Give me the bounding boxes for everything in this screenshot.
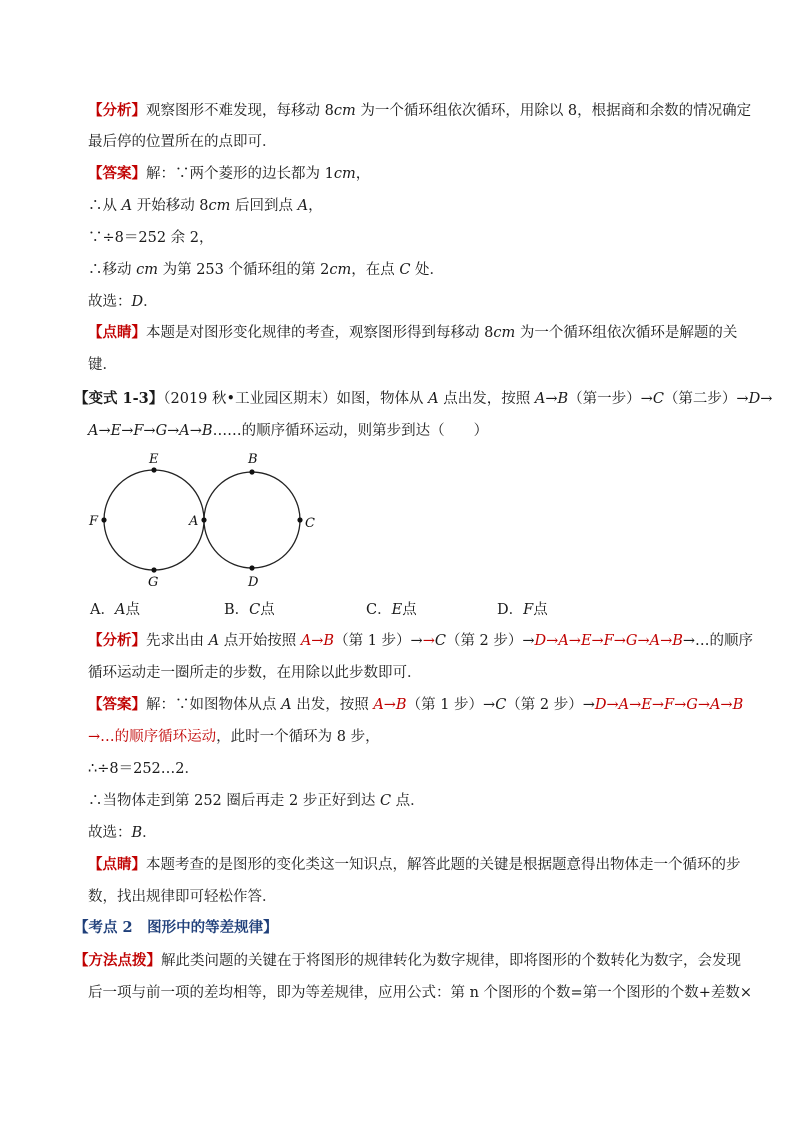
answer2-line3: ∴÷8＝252…2． — [88, 761, 200, 777]
point-d — [249, 565, 254, 570]
answer2-line5: 故选：B． — [88, 825, 157, 841]
answer-tag: 【答案】 — [88, 696, 146, 713]
answer2-line2: →…的顺序循环运动，此时一个循环为 8 步， — [88, 729, 380, 745]
label-d: D — [248, 575, 259, 590]
analysis-tag: 【分析】 — [88, 102, 146, 119]
section-heading: 【考点 2 图形中的等差规律】 — [74, 919, 278, 936]
two-circles-figure — [86, 446, 326, 592]
point-b — [249, 469, 254, 474]
choice-b[interactable]: B．C点 — [224, 602, 275, 618]
point-g — [151, 567, 156, 572]
answer1-line2: ∴从 A 开始移动 8cm 后回到点 A， — [88, 198, 323, 214]
analysis2-line1: 【分析】先求出由 A 点开始按照 A→B（第 1 步）→→C（第 2 步）→D→A→E→F→G→A→B→…的顺序 — [88, 632, 754, 649]
comment1-line2: 键． — [88, 357, 117, 373]
label-b: B — [248, 452, 258, 467]
variant-line2: A→E→F→G→A→B……的顺序循环运动，则第步到达（ ） — [88, 423, 489, 439]
answer1-line4: ∴移动 cm 为第 253 个循环组的第 2cm，在点 C 处． — [88, 262, 445, 278]
analysis-tag: 【分析】 — [88, 632, 146, 649]
label-e: E — [149, 452, 159, 467]
choice-c[interactable]: C．E点 — [366, 602, 417, 618]
analysis1-line2: 最后停的位置所在的点即可． — [88, 134, 277, 150]
answer1-line3: ∵÷8＝252 余 2， — [88, 230, 214, 246]
answer2-line1: 【答案】解：∵如图物体从点 A 出发，按照 A→B（第 1 步）→C（第 2 步）→D→A→E→F→G→A→B — [88, 696, 744, 713]
label-f: F — [89, 514, 99, 529]
comment-tag: 【点睛】 — [88, 324, 146, 341]
analysis1-line1: 【分析】观察图形不难发现，每移动 8cm 为一个循环组依次循环，用除以 8，根据商和余数的情况确定 — [88, 102, 752, 119]
label-g: G — [148, 575, 159, 590]
method-line2: 后一项与前一项的差均相等，即为等差规律，应用公式：第 n 个图形的个数=第一个图形的个数+差数× — [88, 985, 753, 1001]
analysis2-line2: 循环运动走一圈所走的步数，在用除以此步数即可． — [88, 665, 422, 681]
variant-tag: 【变式 1-3】 — [74, 390, 164, 407]
label-a: A — [189, 514, 199, 529]
comment-tag: 【点睛】 — [88, 856, 146, 873]
variant-line1: 【变式 1-3】（2019 秋•工业园区期末）如图，物体从 A 点出发，按照 A→B（第一步）→C（第二步）→D→ — [74, 390, 773, 407]
answer2-line4: ∴当物体走到第 252 圈后再走 2 步正好到达 C 点． — [88, 793, 425, 809]
method-tag: 【方法点拨】 — [74, 952, 161, 969]
label-c: C — [305, 516, 315, 531]
answer1-line5: 故选：D． — [88, 294, 158, 310]
choice-d[interactable]: D．F点 — [497, 602, 548, 618]
point-e — [151, 467, 156, 472]
point-a — [201, 517, 206, 522]
point-c — [297, 517, 302, 522]
right-circle — [204, 472, 300, 568]
choice-a[interactable]: A．A点 — [90, 602, 140, 618]
comment1-line1: 【点睛】本题是对图形变化规律的考查，观察图形得到每移动 8cm 为一个循环组依次循环是解题的关 — [88, 324, 738, 341]
answer-tag: 【答案】 — [88, 165, 146, 182]
point-f — [101, 517, 106, 522]
answer1-line1: 【答案】解：∵两个菱形的边长都为 1cm， — [88, 165, 371, 182]
comment2-line2: 数，找出规律即可轻松作答． — [88, 889, 277, 905]
comment2-line1: 【点睛】本题考查的是图形的变化类这一知识点，解答此题的关键是根据题意得出物体走一个循环的步 — [88, 856, 741, 873]
method-line1: 【方法点拨】解此类问题的关键在于将图形的规律转化为数字规律，即将图形的个数转化为数字，会发现 — [74, 952, 741, 969]
